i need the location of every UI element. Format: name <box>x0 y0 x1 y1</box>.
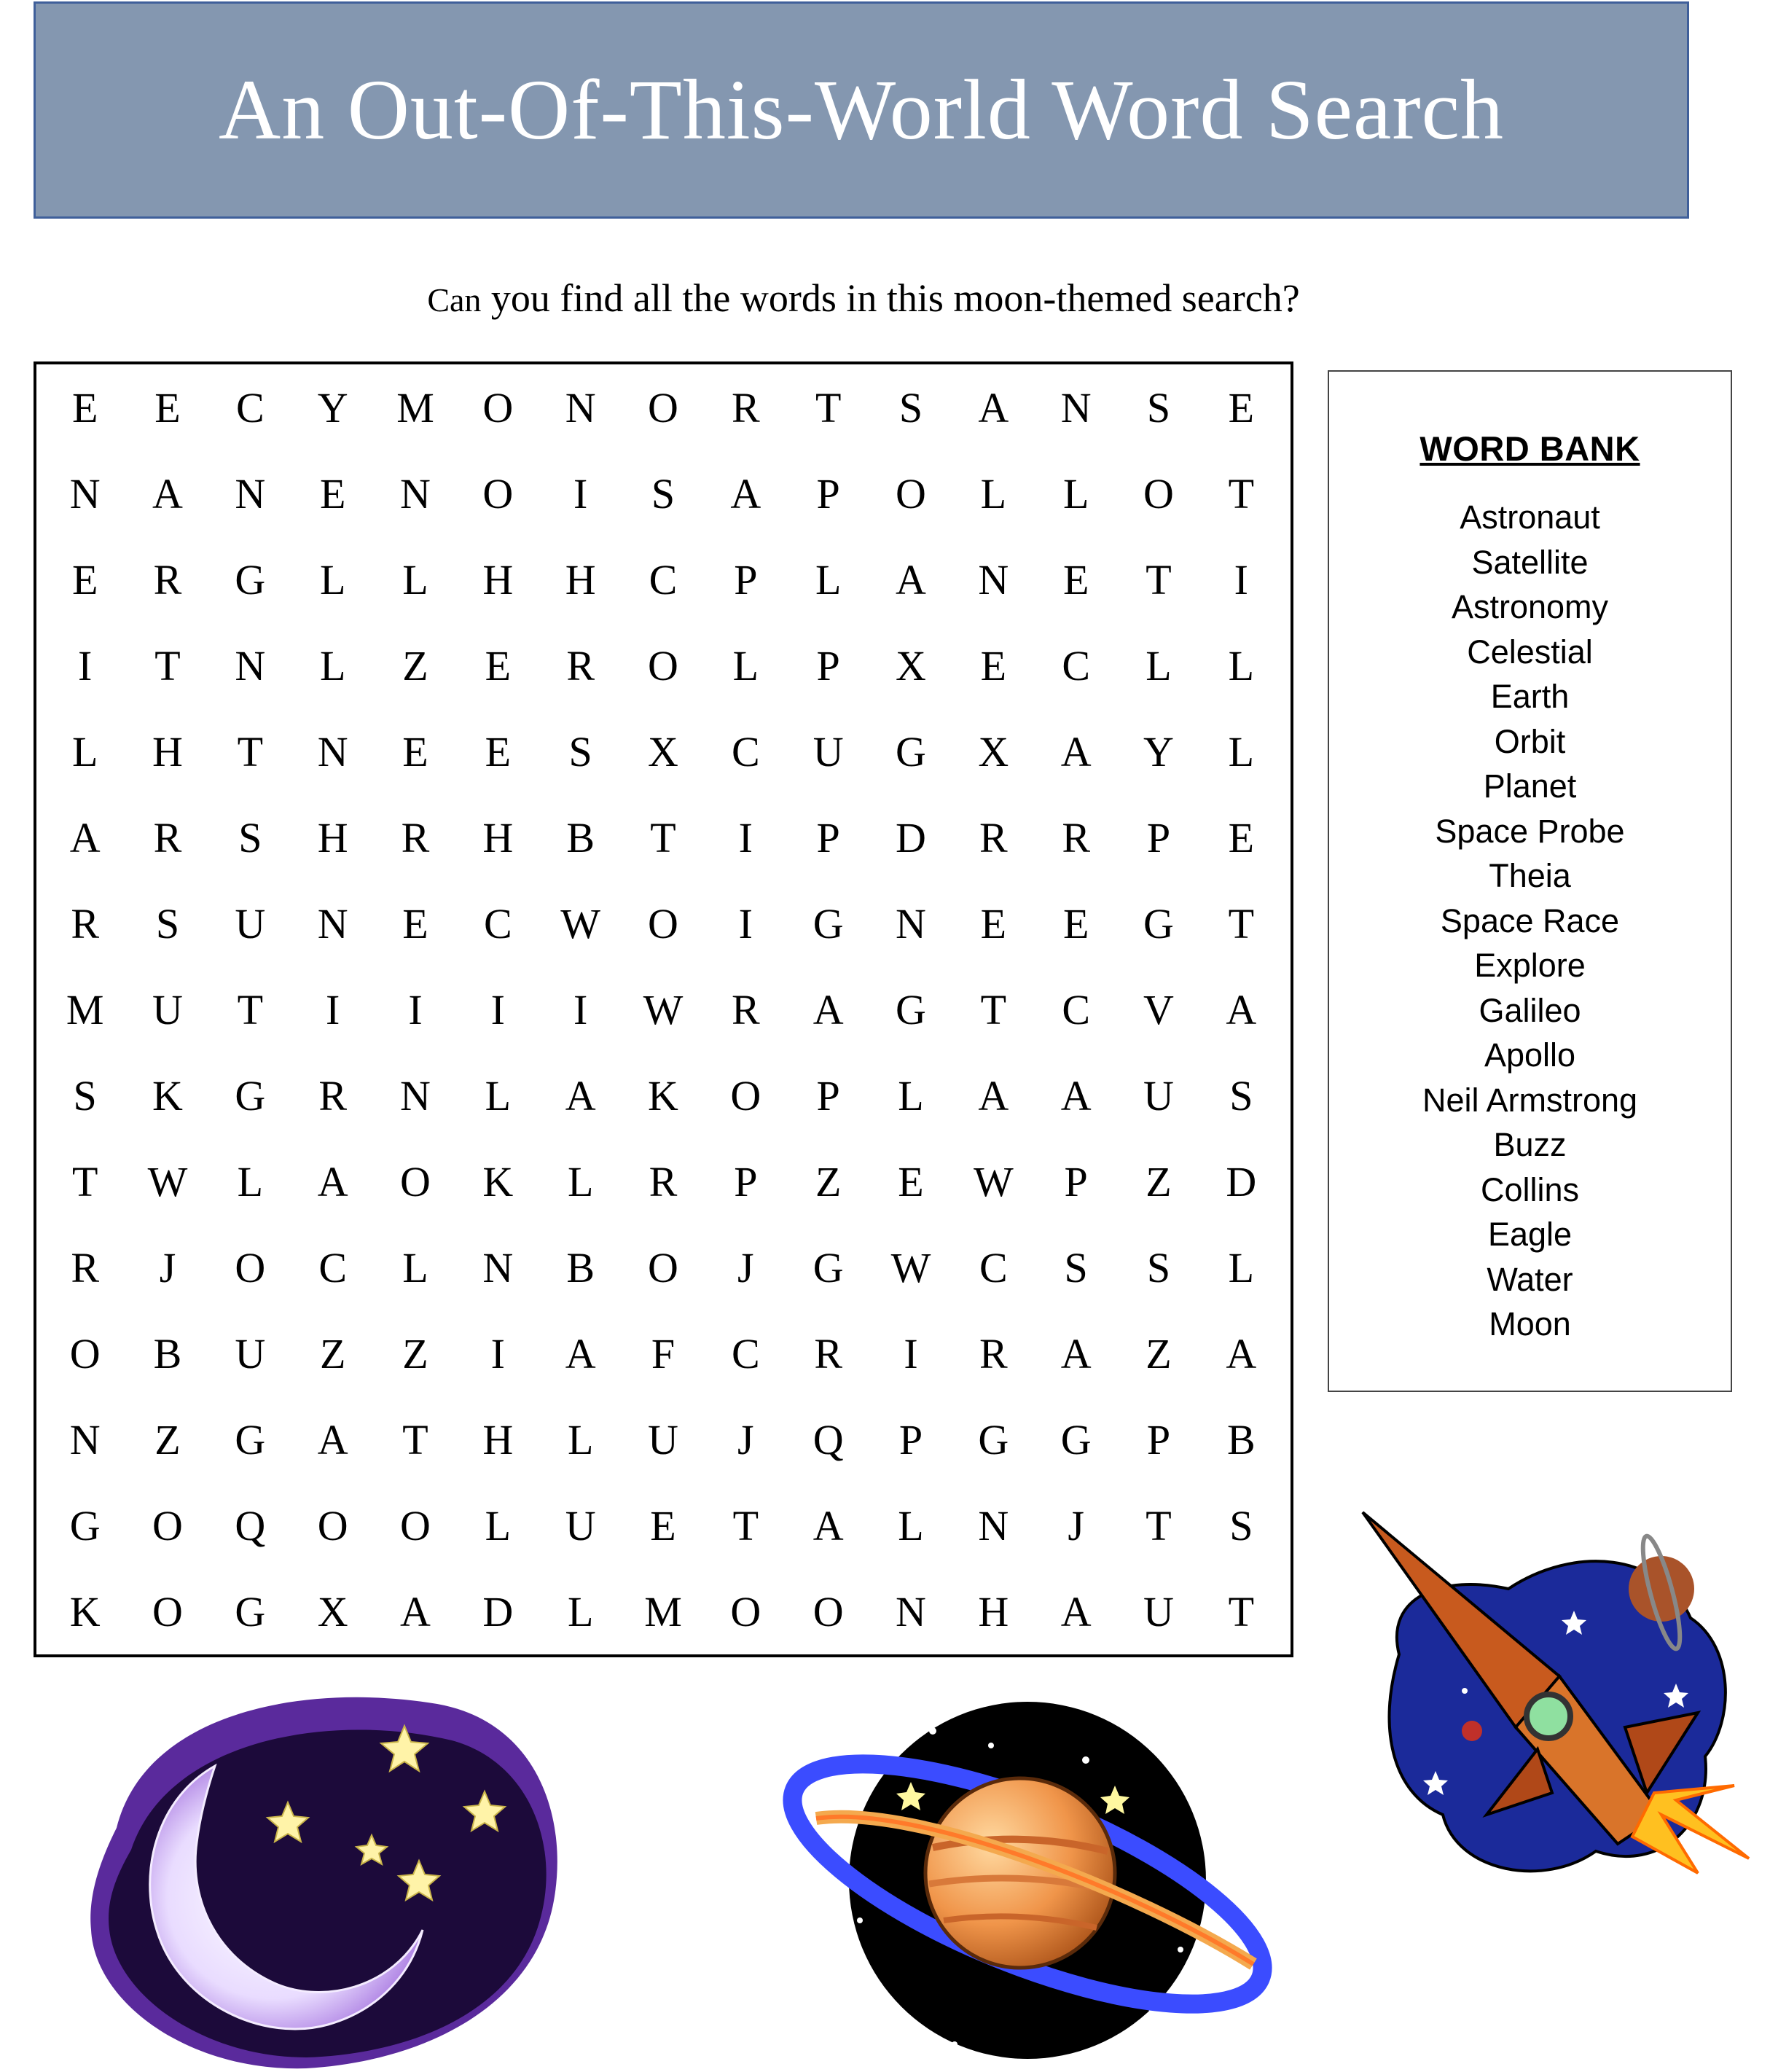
grid-letter: D <box>1226 1157 1257 1205</box>
grid-letter: J <box>159 1243 176 1291</box>
grid-letter: Q <box>812 1415 844 1463</box>
rocket-icon <box>1355 1509 1763 1895</box>
word-bank-title: WORD BANK <box>1419 429 1640 468</box>
grid-letter: L <box>567 1587 594 1635</box>
grid-letter: P <box>816 813 840 861</box>
grid-letter: O <box>648 1243 678 1291</box>
grid-letter: E <box>319 469 346 517</box>
subtitle-text: you find all the words in this moon-themed search? <box>481 276 1300 320</box>
grid-letter: A <box>317 1415 348 1463</box>
grid-letter: S <box>1146 1243 1171 1291</box>
word-bank-item: Theia <box>1489 857 1571 894</box>
moon-stars-icon <box>87 1682 568 2072</box>
grid-letter: I <box>326 985 340 1033</box>
grid-letter: O <box>812 1587 844 1635</box>
grid-letter: A <box>152 469 183 517</box>
grid-letter: H <box>317 813 348 861</box>
grid-letter: N <box>400 469 431 517</box>
grid-letter: O <box>69 1329 101 1377</box>
grid-letter: E <box>650 1501 676 1549</box>
grid-letter: G <box>812 899 844 947</box>
word-bank-item: Satellite <box>1471 543 1589 581</box>
grid-letter: H <box>152 727 183 775</box>
grid-letter: H <box>978 1587 1009 1635</box>
grid-letter: R <box>731 985 760 1033</box>
grid-letter: T <box>1228 469 1255 517</box>
grid-letter: G <box>235 555 266 603</box>
grid-letter: S <box>898 383 923 431</box>
grid-letter: D <box>896 813 926 861</box>
grid-letter: N <box>317 899 348 947</box>
grid-letter: X <box>648 727 678 775</box>
grid-letter: P <box>898 1415 923 1463</box>
grid-letter: A <box>1060 1329 1092 1377</box>
grid-letter: S <box>238 813 262 861</box>
grid-letter: P <box>1146 813 1171 861</box>
grid-letter: H <box>482 1415 514 1463</box>
grid-letter: D <box>482 1587 514 1635</box>
grid-letter: L <box>898 1501 924 1549</box>
grid-letter: E <box>1062 555 1089 603</box>
grid-letter: O <box>235 1243 266 1291</box>
grid-letter: K <box>152 1071 183 1119</box>
grid-letter: S <box>1064 1243 1088 1291</box>
grid-letter: I <box>738 899 753 947</box>
word-bank-item: Astronomy <box>1451 588 1609 625</box>
grid-letter: T <box>1146 1501 1172 1549</box>
grid-letter: R <box>153 555 182 603</box>
grid-letter: L <box>485 1071 512 1119</box>
grid-letter: N <box>235 641 266 689</box>
grid-letter: N <box>565 383 596 431</box>
grid-letter: W <box>643 985 684 1033</box>
grid-letter: N <box>896 1587 926 1635</box>
grid-letter: L <box>1228 1243 1255 1291</box>
grid-letter: I <box>573 985 588 1033</box>
grid-letter: U <box>812 727 844 775</box>
grid-letter: C <box>1062 985 1090 1033</box>
word-bank-item: Astronaut <box>1460 499 1600 536</box>
grid-letter: P <box>816 1071 840 1119</box>
grid-letter: E <box>1062 899 1089 947</box>
grid-letter: R <box>649 1157 678 1205</box>
grid-letter: M <box>644 1587 682 1635</box>
grid-letter: R <box>71 899 99 947</box>
grid-letter: G <box>235 1587 266 1635</box>
grid-letter: E <box>1228 813 1255 861</box>
grid-letter: S <box>568 727 592 775</box>
grid-letter: I <box>1234 555 1248 603</box>
grid-letter: I <box>573 469 588 517</box>
grid-letter: A <box>1060 727 1092 775</box>
grid-letter: C <box>318 1243 347 1291</box>
grid-letter: A <box>317 1157 348 1205</box>
grid-letter: R <box>979 813 1008 861</box>
grid-letter: O <box>730 1587 761 1635</box>
grid-letter: O <box>648 641 678 689</box>
grid-letter: C <box>1062 641 1090 689</box>
grid-letter: L <box>1062 469 1089 517</box>
grid-letter: S <box>651 469 676 517</box>
grid-letter: Z <box>154 1415 181 1463</box>
grid-letter: L <box>402 1243 428 1291</box>
word-bank-item: Explore <box>1474 947 1586 984</box>
grid-letter: A <box>565 1071 596 1119</box>
word-search-grid-box <box>34 361 1293 1657</box>
title-banner <box>34 1 1689 219</box>
word-bank-item: Apollo <box>1484 1036 1576 1074</box>
grid-letter: W <box>973 1157 1014 1205</box>
grid-letter: O <box>648 899 678 947</box>
grid-letter: R <box>71 1243 99 1291</box>
grid-letter: G <box>812 1243 844 1291</box>
grid-letter: B <box>566 1243 595 1291</box>
grid-letter: U <box>1143 1071 1174 1119</box>
grid-letter: T <box>237 727 264 775</box>
grid-letter: N <box>1060 383 1092 431</box>
grid-letter: N <box>235 469 266 517</box>
grid-letter: G <box>1143 899 1174 947</box>
grid-letter: P <box>1064 1157 1088 1205</box>
subtitle-first-word: Can <box>427 281 482 318</box>
word-bank-item: Celestial <box>1467 633 1593 671</box>
grid-letter: J <box>737 1243 754 1291</box>
grid-letter: G <box>896 727 926 775</box>
grid-letter: E <box>980 899 1007 947</box>
grid-letter: R <box>318 1071 347 1119</box>
word-bank-item: Water <box>1487 1260 1573 1298</box>
grid-letter: O <box>400 1157 431 1205</box>
grid-letter: E <box>402 727 428 775</box>
grid-letter: S <box>1146 383 1171 431</box>
grid-letter: U <box>648 1415 678 1463</box>
grid-letter: R <box>814 1329 842 1377</box>
grid-letter: N <box>482 1243 514 1291</box>
grid-letter: O <box>896 469 926 517</box>
grid-letter: I <box>78 641 93 689</box>
grid-letter: W <box>147 1157 188 1205</box>
grid-letter: H <box>482 555 514 603</box>
grid-letter: A <box>812 1501 844 1549</box>
grid-letter: R <box>153 813 182 861</box>
grid-letter: C <box>235 383 265 431</box>
grid-letter: S <box>1229 1071 1253 1119</box>
grid-letter: C <box>731 1329 760 1377</box>
grid-letter: L <box>1228 727 1255 775</box>
grid-letter: T <box>154 641 181 689</box>
grid-letter: O <box>400 1501 431 1549</box>
grid-letter: W <box>560 899 601 947</box>
grid-letter: P <box>1146 1415 1171 1463</box>
grid-letter: P <box>734 555 758 603</box>
grid-letter: I <box>490 1329 505 1377</box>
grid-letter: O <box>648 383 678 431</box>
grid-letter: E <box>980 641 1007 689</box>
grid-letter: T <box>71 1157 98 1205</box>
grid-letter: K <box>648 1071 678 1119</box>
word-bank-item: Earth <box>1490 678 1570 715</box>
grid-letter: A <box>1060 1587 1092 1635</box>
grid-letter: E <box>898 1157 924 1205</box>
grid-letter: O <box>482 383 514 431</box>
grid-letter: H <box>482 813 514 861</box>
grid-letter: T <box>815 383 842 431</box>
grid-letter: S <box>1229 1501 1253 1549</box>
grid-letter: L <box>980 469 1007 517</box>
grid-letter: O <box>1143 469 1174 517</box>
grid-letter: X <box>978 727 1009 775</box>
grid-letter: E <box>154 383 181 431</box>
grid-letter: R <box>566 641 595 689</box>
grid-letter: T <box>1146 555 1172 603</box>
grid-letter: S <box>155 899 180 947</box>
word-bank-item: Neil Armstrong <box>1422 1081 1638 1119</box>
grid-letter: L <box>402 555 428 603</box>
grid-letter: B <box>1226 1415 1256 1463</box>
grid-letter: L <box>567 1157 594 1205</box>
grid-letter: G <box>69 1501 101 1549</box>
grid-letter: X <box>317 1587 348 1635</box>
grid-letter: U <box>1143 1587 1174 1635</box>
grid-letter: C <box>483 899 512 947</box>
grid-letter: Z <box>1146 1329 1172 1377</box>
grid-letter: G <box>978 1415 1009 1463</box>
grid-letter: T <box>1228 1587 1255 1635</box>
grid-letter: L <box>1146 641 1172 689</box>
grid-letter: I <box>490 985 505 1033</box>
grid-letter: L <box>237 1157 264 1205</box>
grid-letter: G <box>1060 1415 1092 1463</box>
grid-letter: C <box>649 555 678 603</box>
grid-letter: R <box>1062 813 1090 861</box>
grid-letter: P <box>816 641 840 689</box>
grid-letter: O <box>317 1501 348 1549</box>
grid-letter: L <box>485 1501 512 1549</box>
grid-letter: Y <box>1143 727 1174 775</box>
grid-letter: P <box>816 469 840 517</box>
grid-letter: J <box>1068 1501 1084 1549</box>
grid-letter: L <box>815 555 842 603</box>
grid-letter: R <box>731 383 760 431</box>
grid-letter: C <box>979 1243 1008 1291</box>
grid-letter: A <box>896 555 926 603</box>
grid-letter: A <box>730 469 761 517</box>
grid-letter: M <box>396 383 434 431</box>
grid-letter: H <box>565 555 596 603</box>
grid-letter: S <box>73 1071 97 1119</box>
grid-letter: T <box>650 813 676 861</box>
grid-letter: Z <box>1146 1157 1172 1205</box>
grid-letter: R <box>979 1329 1008 1377</box>
grid-letter: A <box>978 383 1009 431</box>
grid-letter: A <box>69 813 101 861</box>
grid-letter: Z <box>319 1329 346 1377</box>
grid-letter: N <box>400 1071 431 1119</box>
grid-letter: A <box>1226 985 1257 1033</box>
grid-letter: C <box>731 727 760 775</box>
grid-letter: L <box>71 727 98 775</box>
grid-letter: E <box>402 899 428 947</box>
grid-letter: K <box>69 1587 101 1635</box>
grid-letter: T <box>402 1415 428 1463</box>
grid-letter: O <box>152 1587 183 1635</box>
grid-letter: L <box>319 555 346 603</box>
grid-letter: N <box>896 899 926 947</box>
grid-letter: Y <box>317 383 348 431</box>
grid-letter: U <box>235 1329 266 1377</box>
grid-letter: U <box>565 1501 596 1549</box>
page-title: An Out-Of-This-World Word Search <box>218 62 1505 157</box>
grid-letter: Z <box>402 1329 428 1377</box>
grid-letter: A <box>1226 1329 1257 1377</box>
grid-letter: A <box>978 1071 1009 1119</box>
grid-letter: E <box>1228 383 1255 431</box>
grid-letter: T <box>732 1501 759 1549</box>
grid-letter: G <box>235 1071 266 1119</box>
grid-letter: B <box>566 813 595 861</box>
grid-letter: N <box>69 1415 101 1463</box>
word-bank-item: Space Probe <box>1435 812 1625 850</box>
grid-letter: Q <box>235 1501 266 1549</box>
word-bank <box>1328 370 1732 1392</box>
word-bank-item: Collins <box>1480 1170 1580 1208</box>
grid-letter: I <box>408 985 423 1033</box>
grid-letter: E <box>485 727 512 775</box>
grid-letter: E <box>71 383 98 431</box>
saturn-planet-icon <box>772 1702 1297 2066</box>
grid-letter: P <box>734 1157 758 1205</box>
grid-letter: N <box>978 555 1009 603</box>
grid-letter: U <box>235 899 266 947</box>
grid-letter: T <box>237 985 264 1033</box>
grid-letter: O <box>152 1501 183 1549</box>
grid-letter: O <box>730 1071 761 1119</box>
word-bank-item: Moon <box>1489 1305 1571 1342</box>
grid-letter: W <box>890 1243 931 1291</box>
word-bank-list <box>1329 495 1731 1347</box>
grid-letter: N <box>317 727 348 775</box>
grid-letter: K <box>482 1157 514 1205</box>
grid-letter: Z <box>402 641 428 689</box>
grid-letter: B <box>153 1329 182 1377</box>
word-search-grid <box>44 364 1283 1654</box>
grid-letter: N <box>69 469 101 517</box>
grid-letter: I <box>738 813 753 861</box>
grid-letter: A <box>565 1329 596 1377</box>
grid-letter: N <box>978 1501 1009 1549</box>
word-bank-item: Galileo <box>1479 991 1581 1029</box>
grid-letter: L <box>567 1415 594 1463</box>
grid-letter: L <box>732 641 759 689</box>
grid-letter: E <box>485 641 512 689</box>
grid-letter: L <box>319 641 346 689</box>
grid-letter: A <box>400 1587 431 1635</box>
grid-letter: F <box>651 1329 676 1377</box>
grid-letter: A <box>1060 1071 1092 1119</box>
grid-letter: J <box>737 1415 754 1463</box>
grid-letter: L <box>898 1071 924 1119</box>
grid-letter: G <box>235 1415 266 1463</box>
grid-letter: I <box>904 1329 918 1377</box>
word-bank-item: Space Race <box>1440 902 1620 939</box>
grid-letter: T <box>1228 899 1255 947</box>
grid-letter: U <box>152 985 183 1033</box>
grid-letter: R <box>401 813 430 861</box>
subtitle <box>0 275 1727 321</box>
grid-letter: E <box>71 555 98 603</box>
grid-letter: V <box>1143 985 1174 1033</box>
word-bank-item: Eagle <box>1487 1216 1573 1253</box>
grid-letter: Z <box>815 1157 842 1205</box>
grid-letter: L <box>1228 641 1255 689</box>
grid-letter: T <box>980 985 1007 1033</box>
grid-letter: G <box>896 985 926 1033</box>
word-bank-item: Buzz <box>1493 1126 1567 1163</box>
grid-letter: A <box>812 985 844 1033</box>
grid-letter: M <box>66 985 104 1033</box>
grid-letter: O <box>482 469 514 517</box>
word-bank-item: Orbit <box>1494 722 1566 760</box>
grid-letter: X <box>896 641 926 689</box>
word-bank-item: Planet <box>1483 767 1577 805</box>
